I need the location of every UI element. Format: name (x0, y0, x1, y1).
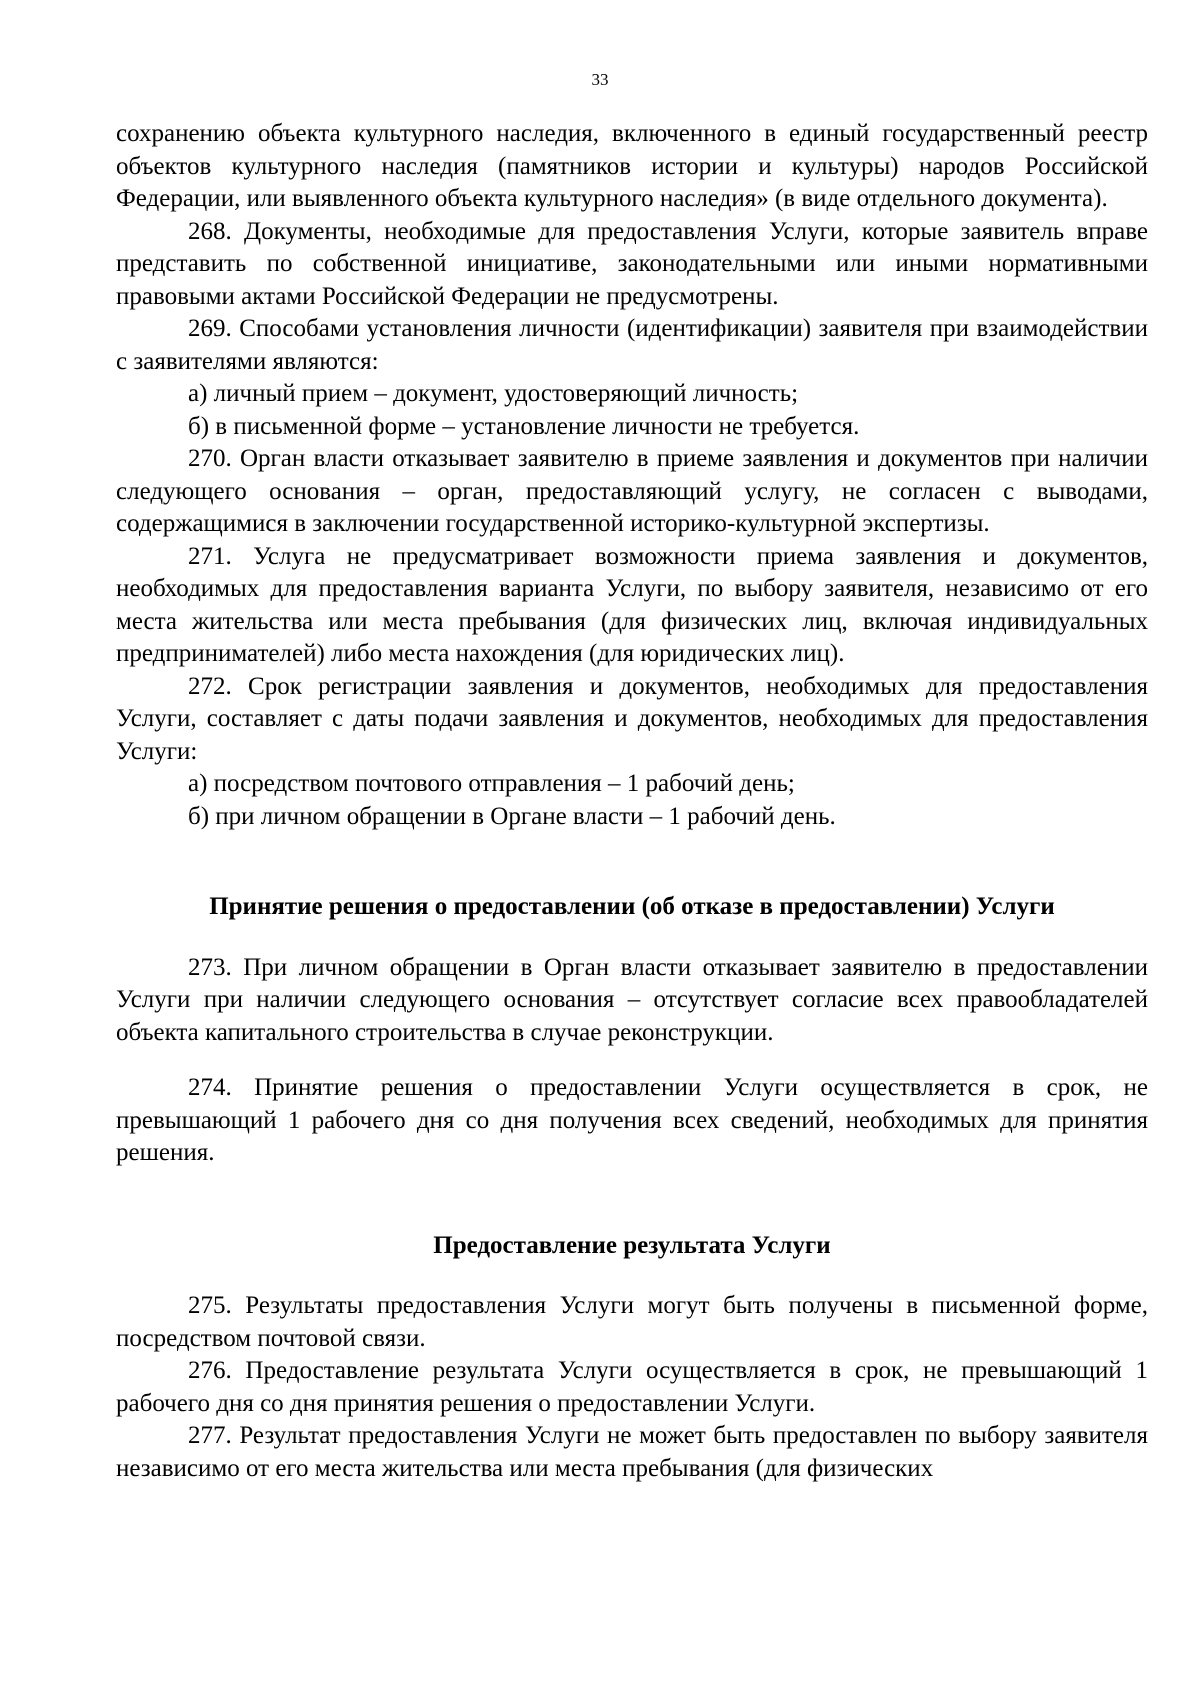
paragraph-274: 274. Принятие решения о предоставлении Услуги осуществляется в срок, не превышающий 1 рабочего дня со дня получения всех сведений, необходимых для принятия решения. (116, 1074, 1148, 1166)
page-number: 33 (591, 70, 609, 89)
paragraph-275: 275. Результаты предоставления Услуги могут быть получены в письменной форме, посредством почтовой связи. (116, 1292, 1148, 1352)
document-body (116, 118, 1148, 1485)
list-item-269-b: б) в письменной форме – установление личности не требуется. (188, 412, 860, 440)
section-heading-decision: Принятие решения о предоставлении (об отказе в предоставлении) Услуги (209, 893, 1055, 920)
paragraph-270: 270. Орган власти отказывает заявителю в приеме заявления и документов при наличии следующего основания – орган, предоставляющий услугу, не согласен с выводами, содержащимися в заключении государственной историко-культурной экспертизы. (116, 445, 1148, 537)
list-item-272-b: б) при личном обращении в Органе власти – 1 рабочий день. (188, 802, 836, 830)
list-item-272-a: а) посредством почтового отправления – 1 рабочий день; (188, 770, 795, 797)
paragraph-276: 276. Предоставление результата Услуги осуществляется в срок, не превышающий 1 рабочего дня со дня принятия решения о предоставлении Услуги. (116, 1357, 1148, 1417)
paragraph-continuation: сохранению объекта культурного наследия, включенного в единый государственный реестр объектов культурного наследия (памятников истории и культуры) народов Российской Федерации, или выявленного объекта культурного наследия» (в виде отдельного документа). (116, 120, 1148, 212)
section-heading-result: Предоставление результата Услуги (433, 1231, 831, 1259)
paragraph-269: 269. Способами установления личности (идентификации) заявителя при взаимодействии с заявителями являются: (116, 315, 1148, 375)
paragraph-277: 277. Результат предоставления Услуги не может быть предоставлен по выбору заявителя независимо от его места жительства или места пребывания (для физических (116, 1422, 1148, 1482)
paragraph-271: 271. Услуга не предусматривает возможности приема заявления и документов, необходимых для предоставления варианта Услуги, по выбору заявителя, независимо от его места жительства или места пребывания (для физических лиц, включая индивидуальных предпринимателей) либо места нахождения (для юридических лиц). (116, 542, 1148, 667)
paragraph-272: 272. Срок регистрации заявления и документов, необходимых для предоставления Услуги, составляет с даты подачи заявления и документов, необходимых для предоставления Услуги: (116, 672, 1148, 765)
list-item-269-a: а) личный прием – документ, удостоверяющий личность; (188, 380, 799, 407)
paragraph-273: 273. При личном обращении в Орган власти отказывает заявителю в предоставлении Услуги при наличии следующего основания – отсутствует согласие всех правообладателей объекта капитального строительства в случае реконструкции. (116, 953, 1148, 1046)
paragraph-268: 268. Документы, необходимые для предоставления Услуги, которые заявитель вправе представить по собственной инициативе, законодательными или иными нормативными правовыми актами Российской Федерации не предусмотрены. (116, 217, 1148, 310)
